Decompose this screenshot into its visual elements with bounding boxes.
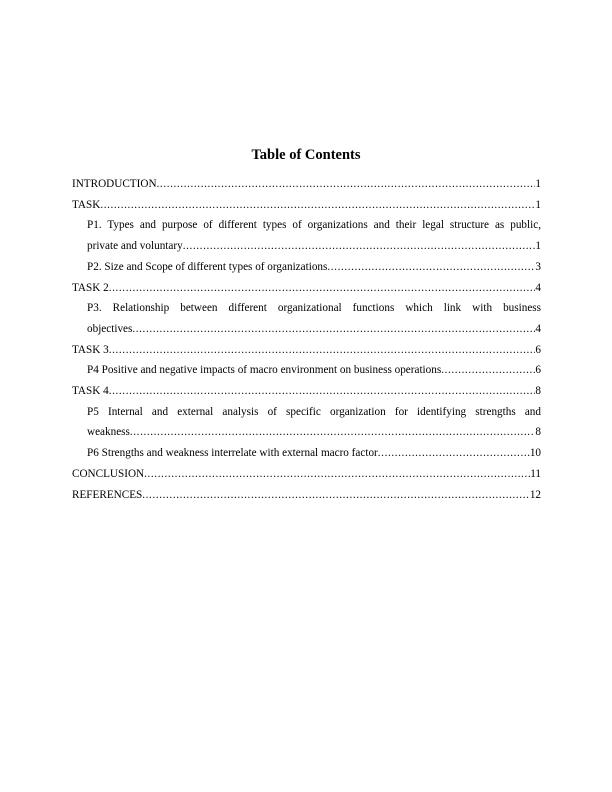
dot-leader [100, 195, 535, 216]
dot-leader [109, 340, 536, 361]
toc-entry-label: CONCLUSION [72, 467, 145, 480]
toc-entry-p5[interactable] [72, 402, 541, 443]
toc-page-number: 8 [535, 426, 541, 439]
toc-page-number: 3 [535, 260, 541, 273]
toc-entry-label: TASK 2 [72, 281, 109, 294]
toc-entry-label-continued: weakness [87, 426, 130, 439]
toc-entry-label: P3. Relationship between different organizational functions which link with business [87, 302, 541, 315]
toc-page-number: 4 [535, 322, 541, 335]
dot-leader [144, 464, 530, 485]
dot-leader [183, 236, 536, 257]
toc-page-number: 1 [535, 240, 541, 253]
table-of-contents [72, 174, 541, 505]
toc-entry-label: TASK 4 [72, 385, 109, 398]
toc-title: Table of Contents [251, 147, 361, 163]
toc-entry-p2[interactable] [72, 257, 541, 278]
toc-entry-label: P4 Positive and negative impacts of macro environment on business operations [87, 364, 442, 377]
toc-entry-references[interactable] [72, 485, 541, 506]
toc-entry-label: P6 Strengths and weakness interrelate with external macro factor [87, 447, 378, 460]
toc-entry-introduction[interactable] [72, 174, 541, 195]
toc-page-number: 6 [535, 364, 541, 377]
toc-page-number: 1 [535, 198, 541, 211]
toc-entry-p6[interactable] [72, 443, 541, 464]
toc-entry-label-continued: objectives [87, 322, 133, 335]
toc-entry-conclusion[interactable] [72, 464, 541, 485]
toc-entry-label: REFERENCES [72, 488, 143, 501]
dot-leader [130, 422, 536, 443]
toc-page-number: 1 [535, 178, 541, 190]
toc-page-number: 8 [535, 385, 541, 398]
dot-leader [378, 443, 530, 464]
toc-entry-label: TASK [72, 198, 101, 211]
toc-entry-task[interactable] [72, 195, 541, 216]
dot-leader [132, 319, 535, 340]
toc-entry-label: INTRODUCTION [72, 178, 157, 190]
toc-page-number: 10 [529, 447, 541, 460]
dot-leader [441, 360, 535, 381]
toc-entry-p3[interactable] [72, 298, 541, 339]
toc-entry-label: P2. Size and Scope of different types of organizations [87, 260, 328, 273]
dot-leader [157, 174, 536, 195]
dot-leader [109, 381, 536, 402]
toc-entry-task3[interactable] [72, 340, 541, 361]
toc-entry-label: TASK 3 [72, 343, 109, 356]
toc-entry-p4[interactable] [72, 360, 541, 381]
toc-entry-label: P1. Types and purpose of different types of organizations and their legal structure as public, [87, 219, 541, 232]
toc-entry-label: P5 Internal and external analysis of specific organization for identifying strengths and [87, 405, 541, 418]
dot-leader [327, 257, 535, 278]
toc-page-number: 6 [535, 343, 541, 356]
toc-page-number: 4 [535, 281, 541, 294]
toc-entry-task2[interactable] [72, 278, 541, 299]
toc-page-number: 12 [529, 488, 541, 501]
toc-entry-task4[interactable] [72, 381, 541, 402]
toc-entry-p1[interactable] [72, 215, 541, 256]
toc-entry-label-continued: private and voluntary [87, 240, 183, 253]
toc-page-number: 11 [530, 467, 541, 480]
dot-leader [109, 278, 536, 299]
dot-leader [142, 485, 530, 506]
